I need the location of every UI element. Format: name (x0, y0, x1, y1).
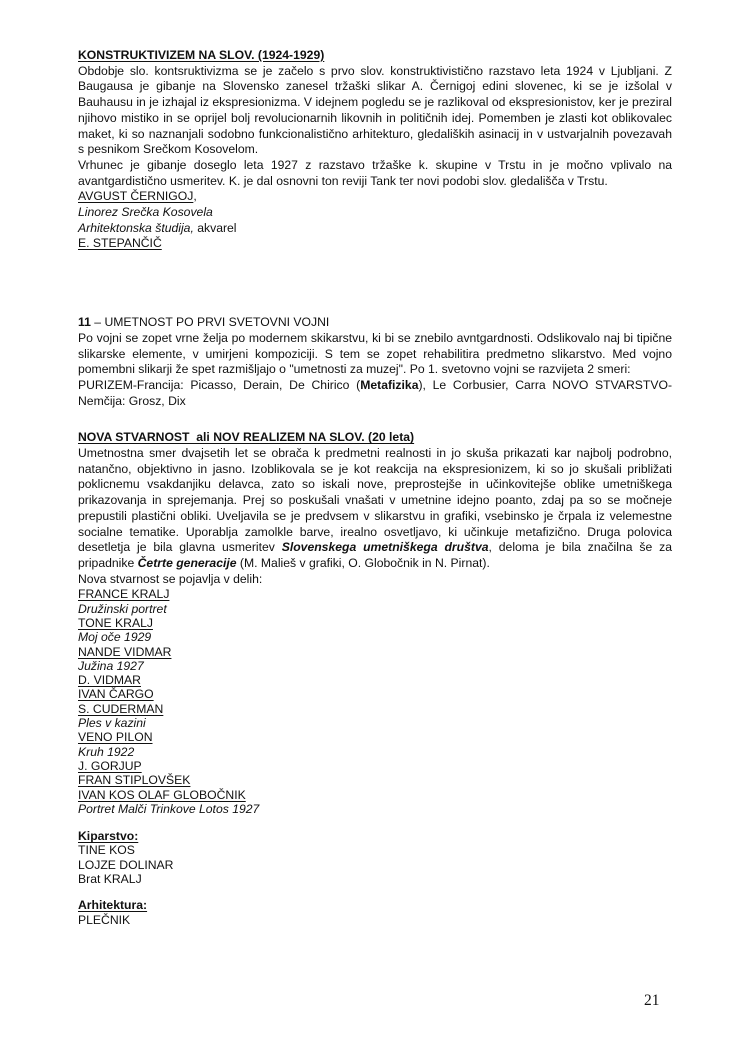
text-run: Kruh 1922 (78, 744, 135, 759)
text-run: VENO PILON (78, 730, 153, 745)
work-juzina-1927 (78, 659, 672, 673)
text-run: LOJZE DOLINAR (78, 857, 174, 872)
page-number: 21 (644, 992, 660, 1009)
para-purizem (78, 378, 672, 409)
para-po-vojni (78, 331, 672, 378)
text-run: Po vojni se zopet vrne želja po modernem skikarstvu, ki bi se znebilo avntgardnosti. Odslikovalo naj bi tipične slikarske elemente, v umirjeni kompoziciji. S tem se zopet rehabilitira predmetno slikarstvo. Med vojno pomembni slikarji že spet razmišljajo o "umetnosti za muzej". Po 1. svetovno vojni se razvijeta 2 smeri: (78, 330, 672, 377)
text-run: Linorez Srečka Kosovela (78, 205, 213, 220)
text-run: Arhitektonska študija, (78, 220, 194, 235)
text-run: Slovenskega umetniškega društva (281, 540, 489, 555)
para-nova-stvarnost (78, 446, 672, 572)
work-kruh-1922 (78, 745, 672, 759)
artist-ivan-kos-olaf-globocnik (78, 788, 672, 802)
artist-france-kralj (78, 587, 672, 601)
work-portret-malci-trinkove (78, 802, 672, 816)
text-run: D. VIDMAR (78, 673, 141, 688)
artist-nande-vidmar (78, 645, 672, 659)
spacer-before-kiparstvo (78, 816, 672, 829)
text-run: – UMETNOST PO PRVI SVETOVNI VOJNI (90, 315, 330, 330)
text-run: Obdobje slo. kontsruktivizma se je začelo s prvo slov. konstruktivistično razstavo leta 1924 v Ljubljani. Z Baugausa je gibanje na Slovensko zanesel tržaški slikar A. Černigoj edini slovenec, ki se je izšolal v Bauhausu in je izhajal iz ekspresionizma. V idejnem pogledu se je razlikoval od ekspresionistov, ker je preziral njihovo mistiko in se oprijel bolj revolucionarnih likovnih in političnih idej. Pomemben je zlasti kot oblikovalec maket, ki so naznanjali sodobno funkcionalistično arhitekturo, gledaliških asinacij in v ustvarjalnih povezavah s pesnikom Srečkom Kosovelom. (78, 63, 672, 157)
text-run: (M. Malieš v grafiki, O. Globočnik in N. Pirnat). (236, 555, 490, 570)
spacer-before-nova-stvarnost (78, 409, 672, 430)
artist-lojze-dolinar (78, 858, 672, 872)
text-run: Arhitektura: (78, 898, 148, 913)
work-ples-v-kazini (78, 716, 672, 730)
text-run: S. CUDERMAN (78, 701, 164, 716)
artist-e-stepancic (78, 236, 672, 252)
heading-nova-stvarnost (78, 430, 672, 446)
text-run: PURIZEM-Francija: Picasso, Derain, De Chirico ( (78, 377, 361, 392)
text-run: akvarel (193, 220, 237, 235)
text-run: IVAN ČARGO (78, 687, 154, 702)
text-run: 11 (78, 315, 91, 330)
artist-tone-kralj (78, 616, 672, 630)
spacer-before-arhitektura (78, 886, 672, 898)
text-run: Metafizika (360, 377, 419, 392)
artist-brat-kralj (78, 872, 672, 886)
artist-d-vidmar (78, 673, 672, 687)
text-run: NOVA STVARNOST ali NOV REALIZEM NA SLOV. (20 leta) (78, 430, 415, 445)
artist-fran-stiplovsek (78, 773, 672, 787)
heading-konstruktivizem (78, 48, 672, 64)
heading-arhitektura (78, 898, 672, 912)
text-run: Ples v kazini (78, 716, 146, 731)
para-konstruktivizem (78, 64, 672, 158)
text-run: E. STEPANČIČ (78, 236, 162, 251)
text-run: ), Le Corbusier, Carra NOVO STVARSTVO-Nemčija: Grosz, Dix (78, 377, 673, 408)
text-run: Vrhunec je gibanje doseglo leta 1927 z razstavo tržaške k. skupine v Trstu in je močno vplivalo na avantgardistično usmeritev. K. je dal osnovni ton reviji Tank ter novi podobi slov. gledališča v Trstu. (78, 157, 672, 188)
text-run: NANDE VIDMAR (78, 644, 172, 659)
work-moj-oce-1929 (78, 630, 672, 644)
text-run: Nova stvarnost se pojavlja v delih: (78, 571, 263, 586)
work-druzinski-portret (78, 602, 672, 616)
heading-kiparstvo (78, 829, 672, 843)
text-run: TINE KOS (78, 843, 135, 858)
text-run: TONE KRALJ (78, 615, 153, 630)
artist-j-gorjup (78, 759, 672, 773)
artist-plecnik (78, 913, 672, 927)
text-run: Kiparstvo: (78, 829, 139, 844)
text-run: , (193, 189, 197, 204)
para-vrhunec (78, 158, 672, 189)
text-run: FRAN STIPLOVŠEK (78, 773, 191, 788)
artist-s-cuderman (78, 702, 672, 716)
text-run: Družinski portret (78, 601, 167, 616)
artist-tine-kos (78, 843, 672, 857)
artist-veno-pilon (78, 730, 672, 744)
work-linorez-srecka-kosovela (78, 205, 672, 221)
spacer-before-section-11 (78, 252, 672, 315)
text-run: Umetnostna smer dvajsetih let se obrača k predmetni realnosti in jo skuša prikazati kar najbolj podrobno, natančno, objektivno in jasno. Izoblikovala se je kot reakcija na ekspresionizem, ki so jo skušali približati poklicnemu vsakdanjiku delavca, zato so iskali nove, preprostejše in učinkovitejše oblike umetniškega prikazovanja in sprejemanja. Prej so poskušali vnašati v umetnine idejno poanto, zdaj pa so se močneje prepustili plastični obliki. Uveljavila se je predvsem v slikarstvu in grafiki, vsebinsko je črpala iz velemestne socialne tematike. Uporablja zamolkle barve, irealno osvetljavo, ki učinkuje metafizično. Druga polovica desetletja je bila glavna usmeritev (78, 446, 672, 555)
artist-avgust-cernigoj (78, 189, 672, 205)
text-run: PLEČNIK (78, 912, 131, 927)
text-run: Južina 1927 (78, 658, 144, 673)
text-run: AVGUST ČERNIGOJ (78, 189, 194, 204)
text-run: Brat KRALJ (78, 872, 142, 887)
text-run: , deloma je bila značilna še za pripadnike (78, 540, 672, 570)
text-run: Četrte generacije (137, 555, 237, 570)
text-run: KONSTRUKTIVIZEM NA SLOV. (1924-1929) (78, 48, 325, 62)
text-run: J. GORJUP (78, 758, 142, 773)
text-run: Portret Malči Trinkove Lotos 1927 (78, 801, 260, 816)
text-run: Moj oče 1929 (78, 630, 152, 645)
document-content (78, 48, 672, 927)
line-nova-stvarnost-dela (78, 572, 672, 588)
artist-ivan-cargo (78, 687, 672, 701)
text-run: IVAN KOS OLAF GLOBOČNIK (78, 787, 246, 802)
work-arhitektonska-studija (78, 221, 672, 237)
section-11-heading (78, 315, 672, 331)
text-run: FRANCE KRALJ (78, 587, 170, 602)
